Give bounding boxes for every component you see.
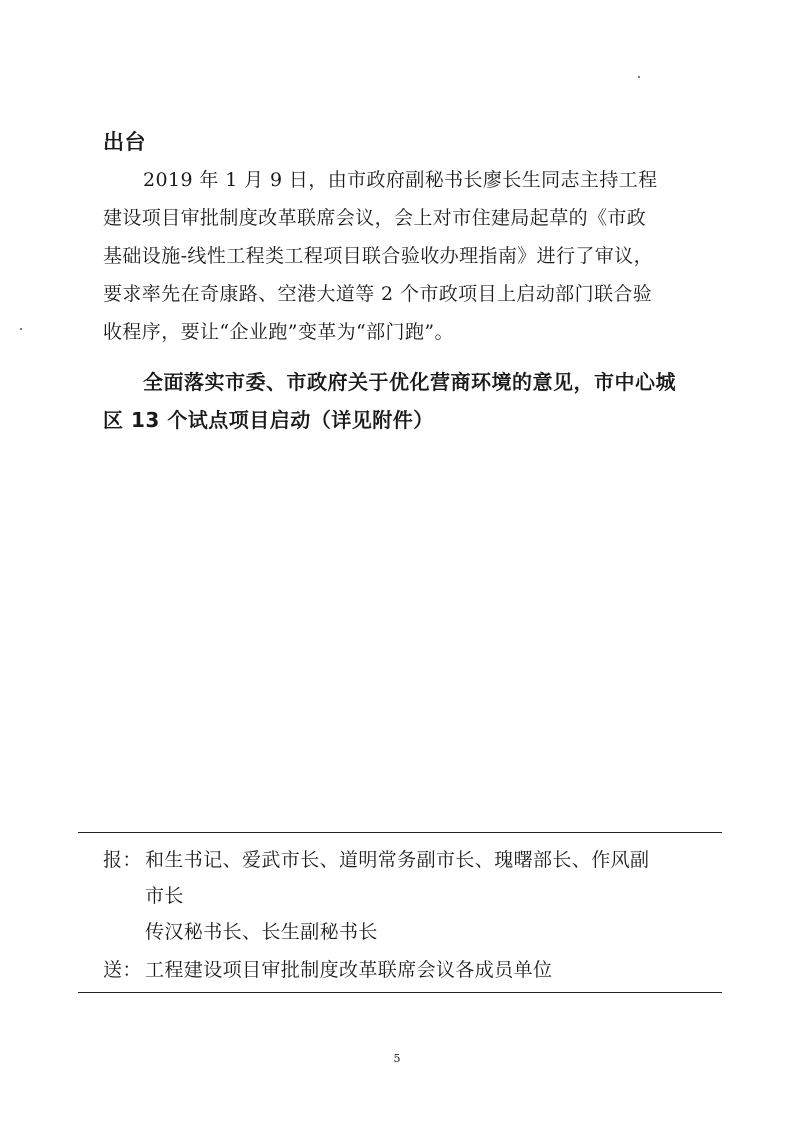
report-recipients-line: 市长 bbox=[145, 885, 184, 907]
distribution-bottom-rule bbox=[78, 992, 722, 993]
send-label: 送： bbox=[103, 959, 142, 981]
section-heading-continued: 出台 bbox=[103, 130, 146, 154]
distribution-top-rule bbox=[78, 832, 722, 833]
paragraph-line: 要求率先在奇康路、空港大道等 2 个市政项目上启动部门联合验 bbox=[103, 283, 653, 305]
page-number: 5 bbox=[393, 1052, 401, 1065]
section-heading: 全面落实市委、市政府关于优化营商环境的意见，市中心城 bbox=[143, 370, 676, 394]
section-heading: 区 13 个试点项目启动（详见附件） bbox=[103, 408, 434, 432]
report-recipients-line: 传汉秘书长、长生副秘书长 bbox=[145, 921, 378, 943]
scan-speck bbox=[20, 328, 22, 330]
paragraph-line: 基础设施-线性工程类工程项目联合验收办理指南》进行了审议， bbox=[103, 245, 654, 267]
paragraph-line: 收程序，要让“企业跑”变革为“部门跑”。 bbox=[103, 321, 454, 343]
report-recipients-line: 和生书记、爱武市长、道明常务副市长、瑰曙部长、作风副 bbox=[145, 849, 650, 871]
paragraph-line: 2019 年 1 月 9 日，由市政府副秘书长廖长生同志主持工程 bbox=[143, 169, 658, 191]
scan-speck bbox=[638, 76, 640, 78]
report-label: 报： bbox=[103, 849, 142, 871]
send-recipients: 工程建设项目审批制度改革联席会议各成员单位 bbox=[145, 959, 553, 981]
paragraph-line: 建设项目审批制度改革联席会议，会上对市住建局起草的《市政 bbox=[103, 207, 647, 229]
